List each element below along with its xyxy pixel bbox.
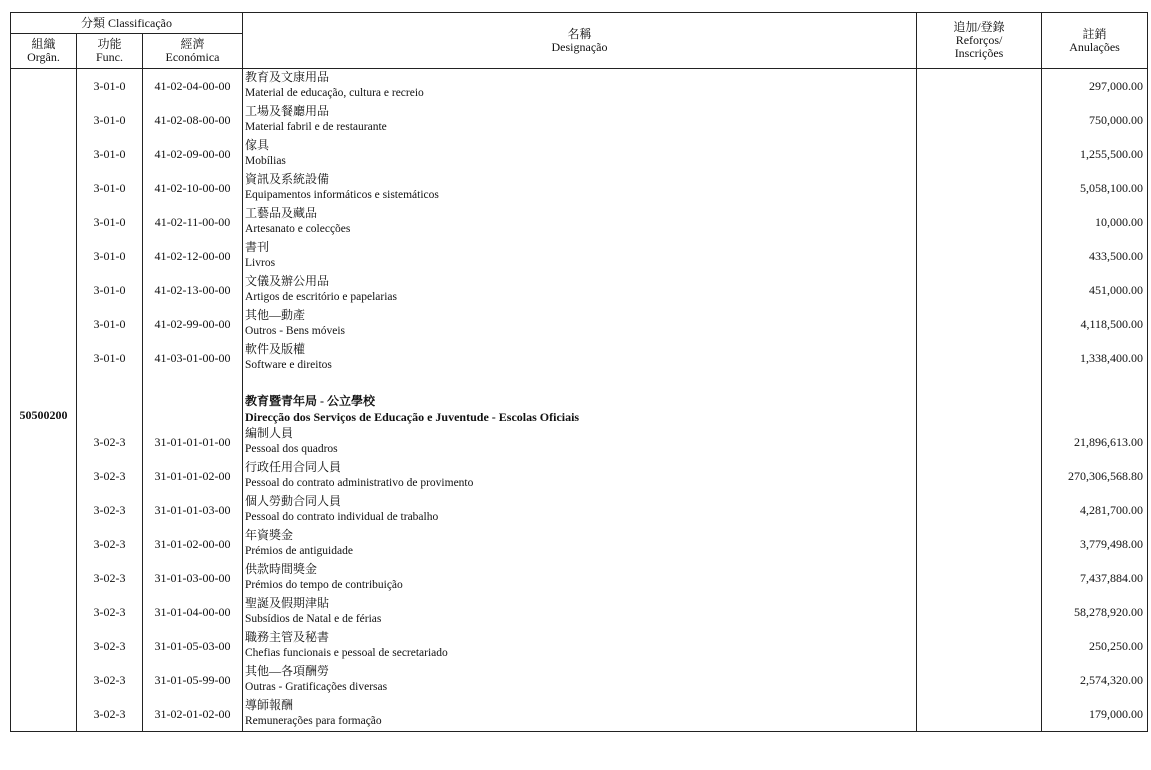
funcional-cell: 3-02-3 <box>77 527 143 561</box>
empty-cell <box>77 389 143 425</box>
table-row <box>11 137 1148 171</box>
anulacoes-cell: 4,118,500.00 <box>1042 307 1148 341</box>
empty-cell <box>1042 375 1148 389</box>
designation-zh: 職務主管及秘書 <box>245 630 330 644</box>
reforcos-header <box>917 13 1042 69</box>
designation-header-pt: Designação <box>551 39 608 54</box>
designation-zh: 文儀及辦公用品 <box>245 274 330 288</box>
table-row <box>11 425 1148 459</box>
anulacoes-cell: 4,281,700.00 <box>1042 493 1148 527</box>
anulacoes-cell: 2,574,320.00 <box>1042 663 1148 697</box>
economica-cell: 31-01-01-02-00 <box>143 459 243 493</box>
designation-pt: Mobílias <box>245 155 286 167</box>
table-row <box>11 629 1148 663</box>
budget-table <box>10 12 1148 732</box>
empty-cell <box>143 389 243 425</box>
table-row <box>11 171 1148 205</box>
funcional-cell: 3-01-0 <box>77 307 143 341</box>
organica-cell <box>11 137 77 171</box>
organica-cell <box>11 663 77 697</box>
economica-cell: 41-02-10-00-00 <box>143 171 243 205</box>
designation-cell <box>243 137 917 171</box>
designation-cell <box>243 103 917 137</box>
organica-cell <box>11 307 77 341</box>
funcional-cell: 3-02-3 <box>77 629 143 663</box>
organica-cell <box>11 425 77 459</box>
organica-cell <box>11 697 77 732</box>
organica-header-pt: Orgân. <box>27 50 60 64</box>
designation-zh: 工藝品及藏品 <box>245 206 318 220</box>
organica-cell <box>11 69 77 104</box>
economica-cell: 31-02-01-02-00 <box>143 697 243 732</box>
economica-cell: 31-01-05-03-00 <box>143 629 243 663</box>
economica-cell: 41-02-04-00-00 <box>143 69 243 104</box>
designation-pt: Software e direitos <box>245 359 332 371</box>
organica-cell <box>11 459 77 493</box>
designation-zh: 聖誕及假期津貼 <box>245 596 330 610</box>
designation-pt: Artigos de escritório e papelarias <box>245 291 398 303</box>
reforcos-header-pt1: Reforços/ <box>955 33 1003 47</box>
anulacoes-cell: 1,338,400.00 <box>1042 341 1148 375</box>
economica-cell: 31-01-01-01-00 <box>143 425 243 459</box>
economica-cell: 41-02-09-00-00 <box>143 137 243 171</box>
funcional-cell: 3-01-0 <box>77 205 143 239</box>
section-title-pt: Direcção dos Serviços de Educação e Juventude - Escolas Oficiais <box>245 410 580 424</box>
empty-cell <box>77 375 143 389</box>
economica-cell: 31-01-04-00-00 <box>143 595 243 629</box>
anulacoes-cell: 58,278,920.00 <box>1042 595 1148 629</box>
designation-zh: 軟件及版權 <box>245 342 306 356</box>
classification-header: 分類 Classificação <box>11 13 243 34</box>
economica-cell: 41-02-13-00-00 <box>143 273 243 307</box>
table-row <box>11 527 1148 561</box>
designation-header-zh: 名稱 <box>567 26 592 41</box>
economica-cell: 41-02-12-00-00 <box>143 239 243 273</box>
reforcos-cell <box>917 629 1042 663</box>
anulacoes-cell: 451,000.00 <box>1042 273 1148 307</box>
reforcos-cell <box>917 697 1042 732</box>
designation-pt: Artesanato e colecções <box>245 223 351 235</box>
organica-cell <box>11 629 77 663</box>
designation-zh: 工場及餐廳用品 <box>245 104 330 118</box>
anulacoes-header-zh: 註銷 <box>1082 26 1107 41</box>
organica-cell <box>11 171 77 205</box>
economica-cell: 31-01-05-99-00 <box>143 663 243 697</box>
economica-header-pt: Económica <box>165 50 220 64</box>
designation-zh: 導師報酬 <box>245 698 294 712</box>
economica-cell: 41-02-99-00-00 <box>143 307 243 341</box>
designation-pt: Outras - Gratificações diversas <box>245 681 388 693</box>
organica-cell <box>11 595 77 629</box>
empty-cell <box>143 375 243 389</box>
designation-cell <box>243 341 917 375</box>
funcional-header-pt: Func. <box>96 50 123 64</box>
table-row <box>11 595 1148 629</box>
section-title-zh: 教育暨青年局 - 公立學校 <box>245 394 376 408</box>
designation-cell <box>243 425 917 459</box>
empty-cell <box>917 389 1042 425</box>
table-row <box>11 239 1148 273</box>
designation-zh: 書刊 <box>245 240 270 254</box>
spacer-row <box>11 375 1148 389</box>
economica-cell: 41-02-08-00-00 <box>143 103 243 137</box>
designation-cell <box>243 561 917 595</box>
designation-pt: Chefias funcionais e pessoal de secretariado <box>245 647 448 659</box>
designation-pt: Subsídios de Natal e de férias <box>245 613 382 625</box>
designation-cell <box>243 527 917 561</box>
funcional-cell: 3-01-0 <box>77 171 143 205</box>
empty-cell <box>1042 389 1148 425</box>
table-row <box>11 663 1148 697</box>
funcional-cell: 3-01-0 <box>77 137 143 171</box>
designation-pt: Outros - Bens móveis <box>245 325 345 337</box>
designation-cell <box>243 273 917 307</box>
reforcos-cell <box>917 205 1042 239</box>
designation-zh: 供款時間獎金 <box>245 562 318 576</box>
table-row <box>11 493 1148 527</box>
anulacoes-cell: 7,437,884.00 <box>1042 561 1148 595</box>
designation-header <box>243 13 917 69</box>
reforcos-cell <box>917 171 1042 205</box>
anulacoes-header-pt: Anulações <box>1069 39 1120 54</box>
funcional-cell: 3-02-3 <box>77 697 143 732</box>
table-body <box>11 69 1148 732</box>
economica-header <box>143 34 243 69</box>
anulacoes-cell: 270,306,568.80 <box>1042 459 1148 493</box>
reforcos-header-zh: 追加/登錄 <box>953 20 1005 34</box>
funcional-cell: 3-02-3 <box>77 663 143 697</box>
organica-cell <box>11 239 77 273</box>
organica-header-zh: 組織 <box>31 37 56 51</box>
organica-cell <box>11 561 77 595</box>
table-row <box>11 697 1148 732</box>
reforcos-cell <box>917 595 1042 629</box>
reforcos-cell <box>917 493 1042 527</box>
reforcos-cell <box>917 527 1042 561</box>
reforcos-cell <box>917 239 1042 273</box>
funcional-cell: 3-02-3 <box>77 459 143 493</box>
designation-cell <box>243 239 917 273</box>
reforcos-cell <box>917 561 1042 595</box>
designation-cell <box>243 307 917 341</box>
anulacoes-cell: 1,255,500.00 <box>1042 137 1148 171</box>
designation-zh: 行政任用合同人員 <box>245 460 342 474</box>
funcional-cell: 3-02-3 <box>77 425 143 459</box>
reforcos-cell <box>917 663 1042 697</box>
designation-pt: Prémios do tempo de contribuição <box>245 579 403 591</box>
table-header <box>11 13 1148 69</box>
anulacoes-cell: 21,896,613.00 <box>1042 425 1148 459</box>
designation-pt: Material de educação, cultura e recreio <box>245 87 424 99</box>
funcional-cell: 3-01-0 <box>77 239 143 273</box>
reforcos-cell <box>917 459 1042 493</box>
reforcos-cell <box>917 341 1042 375</box>
designation-pt: Pessoal do contrato individual de trabalho <box>245 511 439 523</box>
funcional-header-zh: 功能 <box>97 37 122 51</box>
designation-zh: 教育及文康用品 <box>245 70 330 84</box>
anulacoes-cell: 297,000.00 <box>1042 69 1148 104</box>
table-row <box>11 69 1148 104</box>
funcional-cell: 3-01-0 <box>77 69 143 104</box>
funcional-cell: 3-02-3 <box>77 595 143 629</box>
designation-cell <box>243 663 917 697</box>
anulacoes-header <box>1042 13 1148 69</box>
funcional-cell: 3-02-3 <box>77 493 143 527</box>
reforcos-cell <box>917 69 1042 104</box>
economica-cell: 31-01-02-00-00 <box>143 527 243 561</box>
table-row <box>11 103 1148 137</box>
funcional-cell: 3-01-0 <box>77 341 143 375</box>
designation-cell <box>243 459 917 493</box>
designation-zh: 編制人員 <box>245 426 294 440</box>
organica-cell <box>11 341 77 375</box>
designation-cell <box>243 69 917 104</box>
designation-zh: 其他—動產 <box>245 308 306 322</box>
funcional-cell: 3-01-0 <box>77 103 143 137</box>
designation-cell <box>243 493 917 527</box>
table-row <box>11 561 1148 595</box>
designation-zh: 年資獎金 <box>245 528 294 542</box>
empty-cell <box>917 375 1042 389</box>
reforcos-header-pt2: Inscrições <box>954 46 1004 60</box>
designation-pt: Remunerações para formação <box>245 715 382 727</box>
organica-cell <box>11 527 77 561</box>
designation-zh: 資訊及系統設備 <box>245 172 330 186</box>
anulacoes-cell: 3,779,498.00 <box>1042 527 1148 561</box>
designation-zh: 傢具 <box>245 138 270 152</box>
table-row <box>11 307 1148 341</box>
reforcos-cell <box>917 307 1042 341</box>
organica-cell <box>11 205 77 239</box>
reforcos-cell <box>917 137 1042 171</box>
organica-header <box>11 34 77 69</box>
anulacoes-cell: 179,000.00 <box>1042 697 1148 732</box>
economica-cell: 41-03-01-00-00 <box>143 341 243 375</box>
anulacoes-cell: 433,500.00 <box>1042 239 1148 273</box>
table-row <box>11 205 1148 239</box>
reforcos-cell <box>917 425 1042 459</box>
anulacoes-cell: 5,058,100.00 <box>1042 171 1148 205</box>
organica-cell <box>11 273 77 307</box>
designation-cell <box>243 629 917 663</box>
anulacoes-cell: 10,000.00 <box>1042 205 1148 239</box>
anulacoes-cell: 750,000.00 <box>1042 103 1148 137</box>
designation-cell <box>243 205 917 239</box>
designation-zh: 個人勞動合同人員 <box>245 494 342 508</box>
designation-cell <box>243 697 917 732</box>
table-row <box>11 459 1148 493</box>
funcional-header <box>77 34 143 69</box>
anulacoes-cell: 250,250.00 <box>1042 629 1148 663</box>
designation-pt: Material fabril e de restaurante <box>245 121 387 133</box>
organica-code: 50500200 <box>11 389 77 425</box>
designation-pt: Pessoal do contrato administrativo de provimento <box>245 477 474 489</box>
reforcos-cell <box>917 273 1042 307</box>
organica-cell <box>11 493 77 527</box>
designation-pt: Livros <box>245 257 276 269</box>
economica-cell: 31-01-03-00-00 <box>143 561 243 595</box>
economica-cell: 41-02-11-00-00 <box>143 205 243 239</box>
funcional-cell: 3-02-3 <box>77 561 143 595</box>
designation-cell <box>243 171 917 205</box>
empty-cell <box>243 375 917 389</box>
designation-cell <box>243 595 917 629</box>
section-row <box>11 389 1148 425</box>
designation-pt: Prémios de antiguidade <box>245 545 353 557</box>
funcional-cell: 3-01-0 <box>77 273 143 307</box>
designation-pt: Equipamentos informáticos e sistemáticos <box>245 189 439 201</box>
designation-pt: Pessoal dos quadros <box>245 443 338 455</box>
section-title <box>243 389 917 425</box>
economica-cell: 31-01-01-03-00 <box>143 493 243 527</box>
economica-header-zh: 經濟 <box>180 37 205 51</box>
organica-cell <box>11 103 77 137</box>
table-row <box>11 273 1148 307</box>
reforcos-cell <box>917 103 1042 137</box>
empty-cell <box>11 375 77 389</box>
designation-zh: 其他—各項酬勞 <box>245 664 330 678</box>
table-row <box>11 341 1148 375</box>
